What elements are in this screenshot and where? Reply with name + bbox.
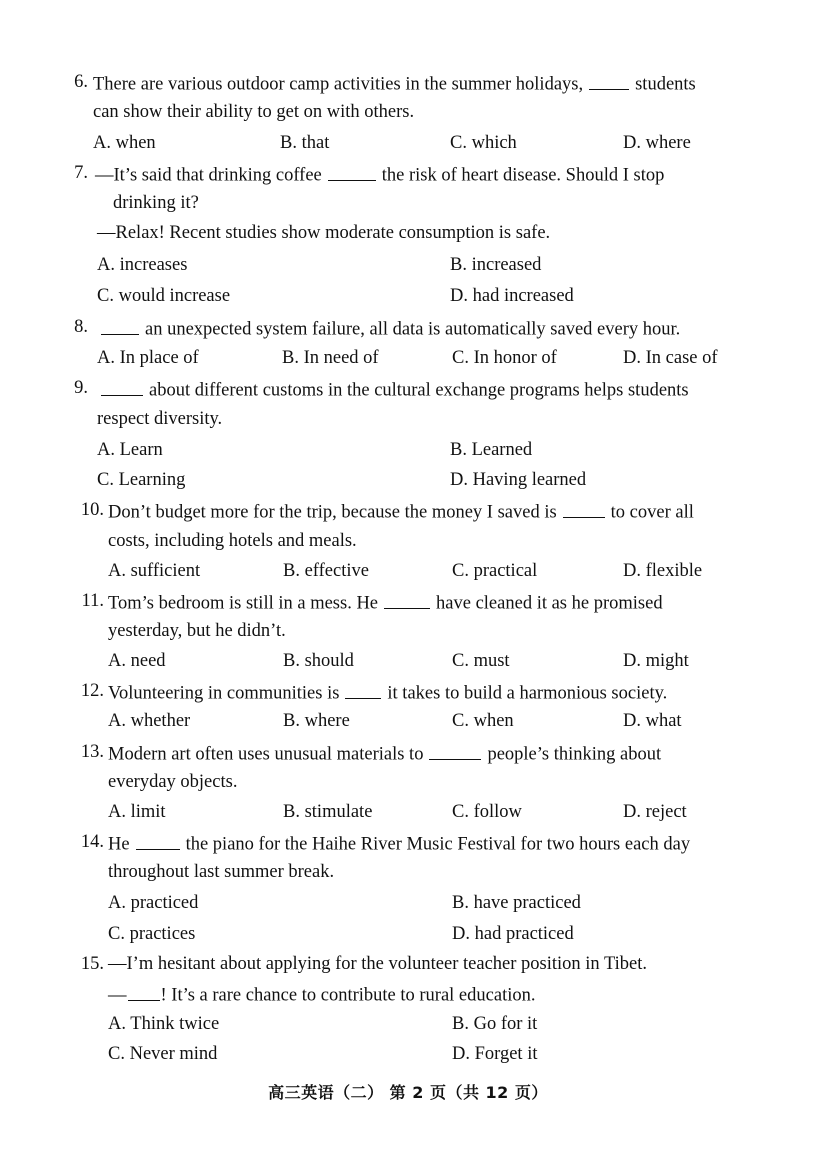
option-d: D. had practiced <box>452 924 574 944</box>
dialogue-reply: — ! It’s a rare chance to contribute to rural education. <box>108 983 535 1007</box>
option-c: C. practical <box>452 561 538 581</box>
option-c: C. which <box>450 133 517 153</box>
option-c: C. must <box>452 651 510 671</box>
question-text: an unexpected system failure, all data is automatically saved every hour. <box>97 317 680 341</box>
question-number: 7. <box>74 163 88 183</box>
option-d: D. might <box>623 651 689 671</box>
option-d: D. Forget it <box>452 1044 538 1064</box>
question-text: He the piano for the Haihe River Music Festival for two hours each day <box>108 832 690 856</box>
question-text: Tom’s bedroom is still in a mess. He have cleaned it as he promised <box>108 591 663 615</box>
answer-blank <box>345 681 381 699</box>
option-d: D. where <box>623 133 691 153</box>
option-b: B. Learned <box>450 440 533 460</box>
answer-blank <box>589 72 629 90</box>
option-a: A. limit <box>108 802 166 822</box>
option-a: A. increases <box>97 255 188 275</box>
answer-blank <box>563 500 605 518</box>
option-c: C. Never mind <box>108 1044 218 1064</box>
option-b: B. have practiced <box>452 893 581 913</box>
question-text: throughout last summer break. <box>108 862 335 882</box>
question-text: about different customs in the cultural exchange programs helps students <box>97 378 689 402</box>
question-text: Modern art often uses unusual materials to people’s thinking about <box>108 742 661 766</box>
page-footer: 高三英语（二） 第 2 页（共 12 页） <box>268 1083 548 1102</box>
option-a: A. Learn <box>97 440 163 460</box>
option-c: C. Learning <box>97 470 186 490</box>
option-a: A. Think twice <box>108 1014 220 1034</box>
option-a: A. practiced <box>108 893 199 913</box>
question-number: 6. <box>74 72 88 92</box>
option-b: B. Go for it <box>452 1014 538 1034</box>
option-b: B. increased <box>450 255 542 275</box>
option-a: A. In place of <box>97 348 199 368</box>
answer-blank <box>328 163 376 181</box>
question-text: —I’m hesitant about applying for the volunteer teacher position in Tibet. <box>108 954 647 974</box>
question-number: 9. <box>74 378 88 398</box>
question-text: costs, including hotels and meals. <box>108 531 357 551</box>
option-d: D. had increased <box>450 286 574 306</box>
option-d: D. what <box>623 711 682 731</box>
question-number: 13. <box>80 742 104 762</box>
question-number: 10. <box>80 500 104 520</box>
question-text: —It’s said that drinking coffee the risk of heart disease. Should I stop <box>95 163 664 187</box>
option-b: B. effective <box>283 561 369 581</box>
option-b: B. that <box>280 133 330 153</box>
option-b: B. should <box>283 651 354 671</box>
question-number: 11. <box>81 591 104 611</box>
question-text: drinking it? <box>113 193 199 213</box>
answer-blank <box>429 742 481 760</box>
answer-blank <box>384 591 430 609</box>
option-c: C. would increase <box>97 286 231 306</box>
option-d: D. Having learned <box>450 470 587 490</box>
option-a: A. when <box>93 133 156 153</box>
dialogue-reply: —Relax! Recent studies show moderate consumption is safe. <box>97 223 551 243</box>
option-d: D. reject <box>623 802 687 822</box>
question-text: yesterday, but he didn’t. <box>108 621 286 641</box>
question-number: 14. <box>80 832 104 852</box>
question-number: 15. <box>80 954 104 974</box>
option-d: D. In case of <box>623 348 718 368</box>
answer-blank <box>101 378 143 396</box>
option-b: B. where <box>283 711 350 731</box>
option-c: C. follow <box>452 802 522 822</box>
option-a: A. need <box>108 651 166 671</box>
answer-blank <box>101 317 139 335</box>
option-b: B. In need of <box>282 348 379 368</box>
option-a: A. sufficient <box>108 561 201 581</box>
question-text: respect diversity. <box>97 409 223 429</box>
option-a: A. whether <box>108 711 191 731</box>
question-number: 8. <box>74 317 88 337</box>
question-text: Don’t budget more for the trip, because the money I saved is to cover all <box>108 500 694 524</box>
question-text: can show their ability to get on with others. <box>93 102 415 122</box>
answer-blank <box>136 832 180 850</box>
answer-blank <box>128 983 160 1001</box>
question-text: There are various outdoor camp activities in the summer holidays, students <box>93 72 696 96</box>
option-b: B. stimulate <box>283 802 373 822</box>
option-c: C. In honor of <box>452 348 557 368</box>
option-c: C. practices <box>108 924 196 944</box>
question-text: Volunteering in communities is it takes to build a harmonious society. <box>108 681 667 705</box>
option-d: D. flexible <box>623 561 703 581</box>
question-number: 12. <box>80 681 104 701</box>
option-c: C. when <box>452 711 514 731</box>
question-text: everyday objects. <box>108 772 238 792</box>
